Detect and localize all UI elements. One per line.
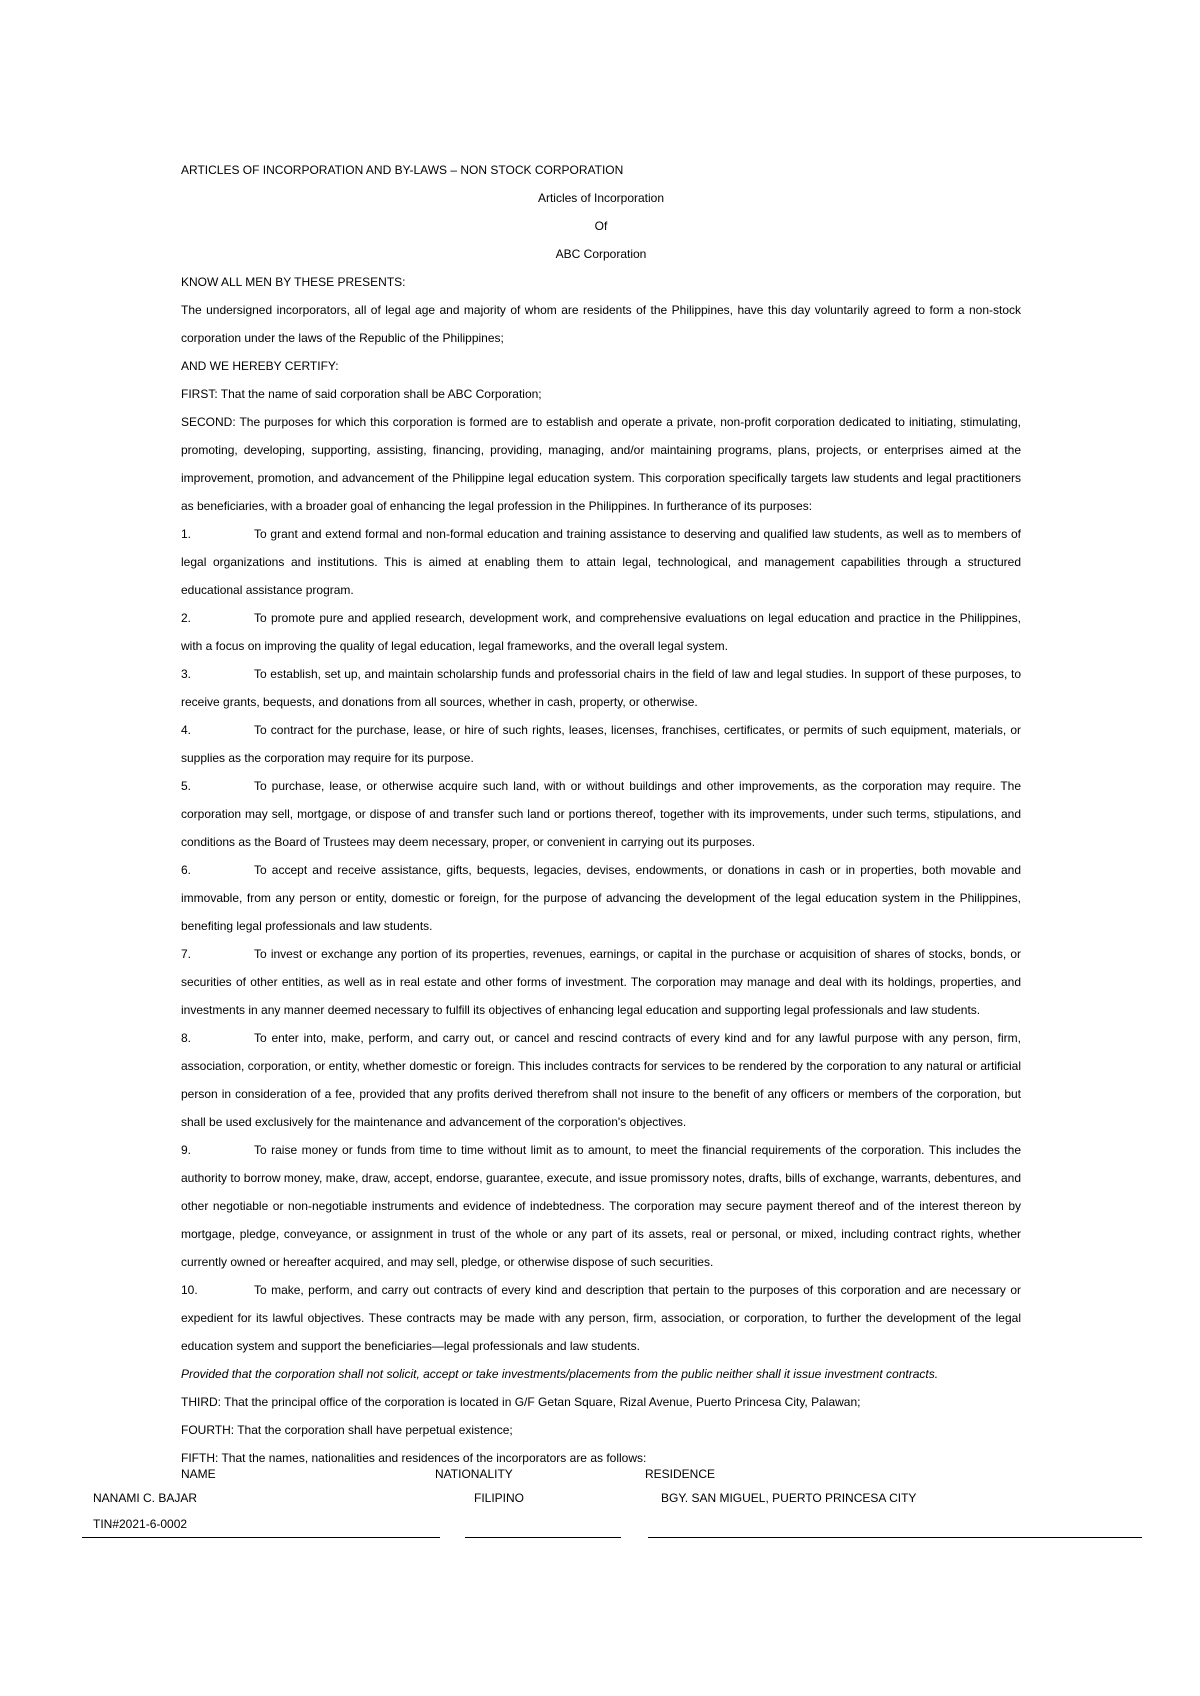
header-name: NAME [181, 1467, 216, 1481]
title-line-1: Articles of Incorporation [537, 191, 665, 205]
purpose-text: To make, perform, and carry out contracts of every kind and description that pertain to the purposes of this corporation and are necessary or expedient for its lawful objectives. These contracts may be made with any person, firm, association, or corporation, to further the development of the legal education system and support the beneficiaries—legal professionals and law students. [181, 1283, 1021, 1353]
purpose-item [181, 772, 1021, 856]
purpose-text: To raise money or funds from time to time without limit as to amount, to meet the financial requirements of the corporation. This includes the authority to borrow money, make, draw, accept, endorse, guarantee, execute, and issue promissory notes, drafts, bills of exchange, warrants, debentures, and other negotiable or non-negotiable instruments and evidence of indebtedness. The corporation may secure payment thereof and of the interest thereon by mortgage, pledge, conveyance, or assignment in trust of the whole or any part of its assets, real or personal, or mixed, including contract rights, whether currently owned or hereafter acquired, and may sell, pledge, or otherwise dispose of such securities. [181, 1143, 1021, 1269]
incorporator-nationality: FILIPINO [474, 1491, 525, 1505]
purpose-item [181, 660, 1021, 716]
purpose-text: To contract for the purchase, lease, or hire of such rights, leases, licenses, franchises, certificates, or permits of such equipment, materials, or supplies as the corporation may require for its purpose. [181, 723, 1021, 765]
purpose-text: To accept and receive assistance, gifts, bequests, legacies, devises, endowments, or donations in cash or in properties, both movable and immovable, from any person or entity, domestic or foreign, for the purpose of advancing the development of the legal education system in the Philippines, benefiting legal professionals and law students. [181, 863, 1021, 933]
purpose-number: 10. [181, 1283, 198, 1297]
residence-underline [648, 1537, 1142, 1538]
document-heading: ARTICLES OF INCORPORATION AND BY-LAWS – NON STOCK CORPORATION [181, 163, 624, 177]
purpose-item [181, 716, 1021, 772]
purpose-number: 8. [181, 1031, 192, 1045]
purpose-number: 7. [181, 947, 192, 961]
proviso: Provided that the corporation shall not solicit, accept or take investments/placements from the public neither shall it issue investment contracts. [181, 1367, 939, 1381]
title-line-2: Of [594, 219, 608, 233]
title-line-3: ABC Corporation [555, 247, 647, 261]
purpose-text: To grant and extend formal and non-formal education and training assistance to deserving and qualified law students, as well as to members of legal organizations and institutions. This is aimed at enabling them to attain legal, technological, and management capabilities through a structured educational assistance program. [181, 527, 1021, 597]
salutation: KNOW ALL MEN BY THESE PRESENTS: [181, 275, 406, 289]
purpose-item [181, 856, 1021, 940]
incorporator-residence: BGY. SAN MIGUEL, PUERTO PRINCESA CITY [661, 1491, 917, 1505]
name-underline [82, 1537, 440, 1538]
purpose-text: To invest or exchange any portion of its properties, revenues, earnings, or capital in the purchase or acquisition of shares of stocks, bonds, or securities of other entities, as well as in real estate and other forms of investment. The corporation may manage and deal with its holdings, properties, and investments in any manner deemed necessary to fulfill its objectives of enhancing legal education and supporting legal professionals and law students. [181, 947, 1021, 1017]
purpose-number: 3. [181, 667, 192, 681]
second-article: SECOND: The purposes for which this corporation is formed are to establish and operate a private, non-profit corporation dedicated to initiating, stimulating, promoting, developing, supporting, assisting, financing, providing, managing, and/or maintaining programs, plans, projects, or enterprises aimed at the improvement, promotion, and advancement of the Philippine legal education system. This corporation specifically targets law students and legal practitioners as beneficiaries, with a broader goal of enhancing the legal profession in the Philippines. In furtherance of its purposes: [181, 415, 1021, 513]
purpose-number: 9. [181, 1143, 192, 1157]
certify-line: AND WE HEREBY CERTIFY: [181, 359, 339, 373]
purpose-text: To purchase, lease, or otherwise acquire such land, with or without buildings and other improvements, as the corporation may require. The corporation may sell, mortgage, or dispose of and transfer such land or portions thereof, together with its improvements, under such terms, stipulations, and conditions as the Board of Trustees may deem necessary, proper, or convenient in carrying out its purposes. [181, 779, 1021, 849]
purpose-number: 4. [181, 723, 192, 737]
header-nationality: NATIONALITY [435, 1467, 513, 1481]
purpose-item [181, 1024, 1021, 1136]
purpose-item [181, 1136, 1021, 1276]
purpose-item [181, 1276, 1021, 1360]
purpose-item [181, 940, 1021, 1024]
purpose-item [181, 604, 1021, 660]
purpose-number: 2. [181, 611, 192, 625]
purpose-item [181, 520, 1021, 604]
purpose-text: To enter into, make, perform, and carry out, or cancel and rescind contracts of every kind and for any lawful purpose with any person, firm, association, corporation, or entity, whether domestic or foreign. This includes contracts for services to be rendered by the corporation to any natural or artificial person in consideration of a fee, provided that any profits derived therefrom shall not insure to the benefit of any officers or members of the corporation, but shall be used exclusively for the maintenance and advancement of the corporation's objectives. [181, 1031, 1021, 1129]
preamble: The undersigned incorporators, all of legal age and majority of whom are residents of the Philippines, have this day voluntarily agreed to form a non-stock corporation under the laws of the Republic of the Philippines; [181, 303, 1021, 345]
document-body [181, 156, 1021, 1472]
incorporator-tin: TIN#2021-6-0002 [93, 1517, 188, 1531]
nationality-underline [465, 1537, 621, 1538]
fourth-article: FOURTH: That the corporation shall have perpetual existence; [181, 1423, 513, 1437]
first-article: FIRST: That the name of said corporation shall be ABC Corporation; [181, 387, 542, 401]
purpose-number: 6. [181, 863, 192, 877]
fifth-article: FIFTH: That the names, nationalities and residences of the incorporators are as follows: [181, 1451, 647, 1465]
purpose-text: To promote pure and applied research, development work, and comprehensive evaluations on legal education and practice in the Philippines, with a focus on improving the quality of legal education, legal frameworks, and the overall legal system. [181, 611, 1021, 653]
third-article: THIRD: That the principal office of the corporation is located in G/F Getan Square, Rizal Avenue, Puerto Princesa City, Palawan; [181, 1395, 861, 1409]
incorporators-table [0, 1460, 1200, 1550]
incorporator-name: NANAMI C. BAJAR [93, 1491, 198, 1505]
purpose-number: 1. [181, 527, 192, 541]
purpose-text: To establish, set up, and maintain scholarship funds and professorial chairs in the field of law and legal studies. In support of these purposes, to receive grants, bequests, and donations from all sources, whether in cash, property, or otherwise. [181, 667, 1021, 709]
header-residence: RESIDENCE [645, 1467, 716, 1481]
purpose-number: 5. [181, 779, 192, 793]
